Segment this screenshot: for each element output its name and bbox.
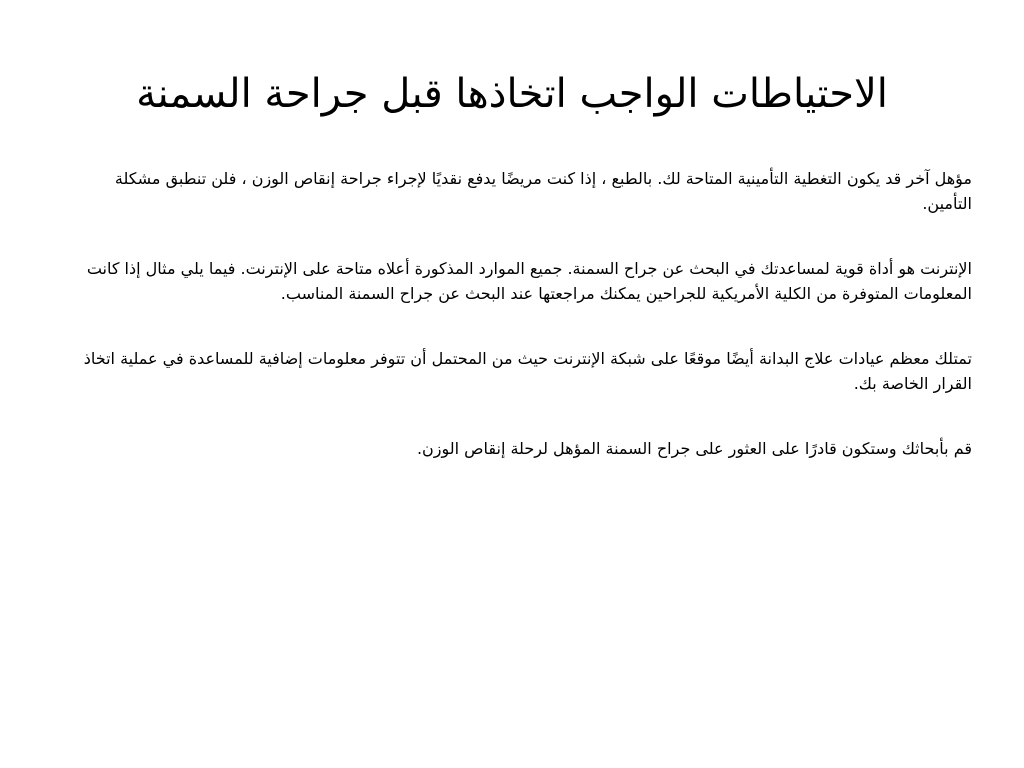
- slide-body: [80, 166, 972, 501]
- slide-title: الاحتياطات الواجب اتخاذها قبل جراحة السمنة: [136, 71, 888, 117]
- paragraph-conclusion: قم بأبحاثك وستكون قادرًا على العثور على جراح السمنة المؤهل لرحلة إنقاص الوزن.: [416, 439, 972, 458]
- paragraph-clinic-websites: تمتلك معظم عيادات علاج البدانة أيضًا موقعًا على شبكة الإنترنت حيث من المحتمل أن تتوفر معلومات إضافية للمساعدة في عملية اتخاذ القرار الخاصة بك.: [83, 349, 972, 393]
- paragraph-internet-research: الإنترنت هو أداة قوية لمساعدتك في البحث عن جراح السمنة. جميع الموارد المذكورة أعلاه متاحة على الإنترنت. فيما يلي مثال إذا كانت المعلومات المتوفرة من الكلية الأمريكية للجراحين يمكنك مراجعتها عند البحث عن جراح السمنة المناسب.: [86, 259, 972, 303]
- paragraph-insurance: مؤهل آخر قد يكون التغطية التأمينية المتاحة لك. بالطبع ، إذا كنت مريضًا يدفع نقديًا لإجراء جراحة إنقاص الوزن ، فلن تنطبق مشكلة التأمين.: [114, 169, 972, 213]
